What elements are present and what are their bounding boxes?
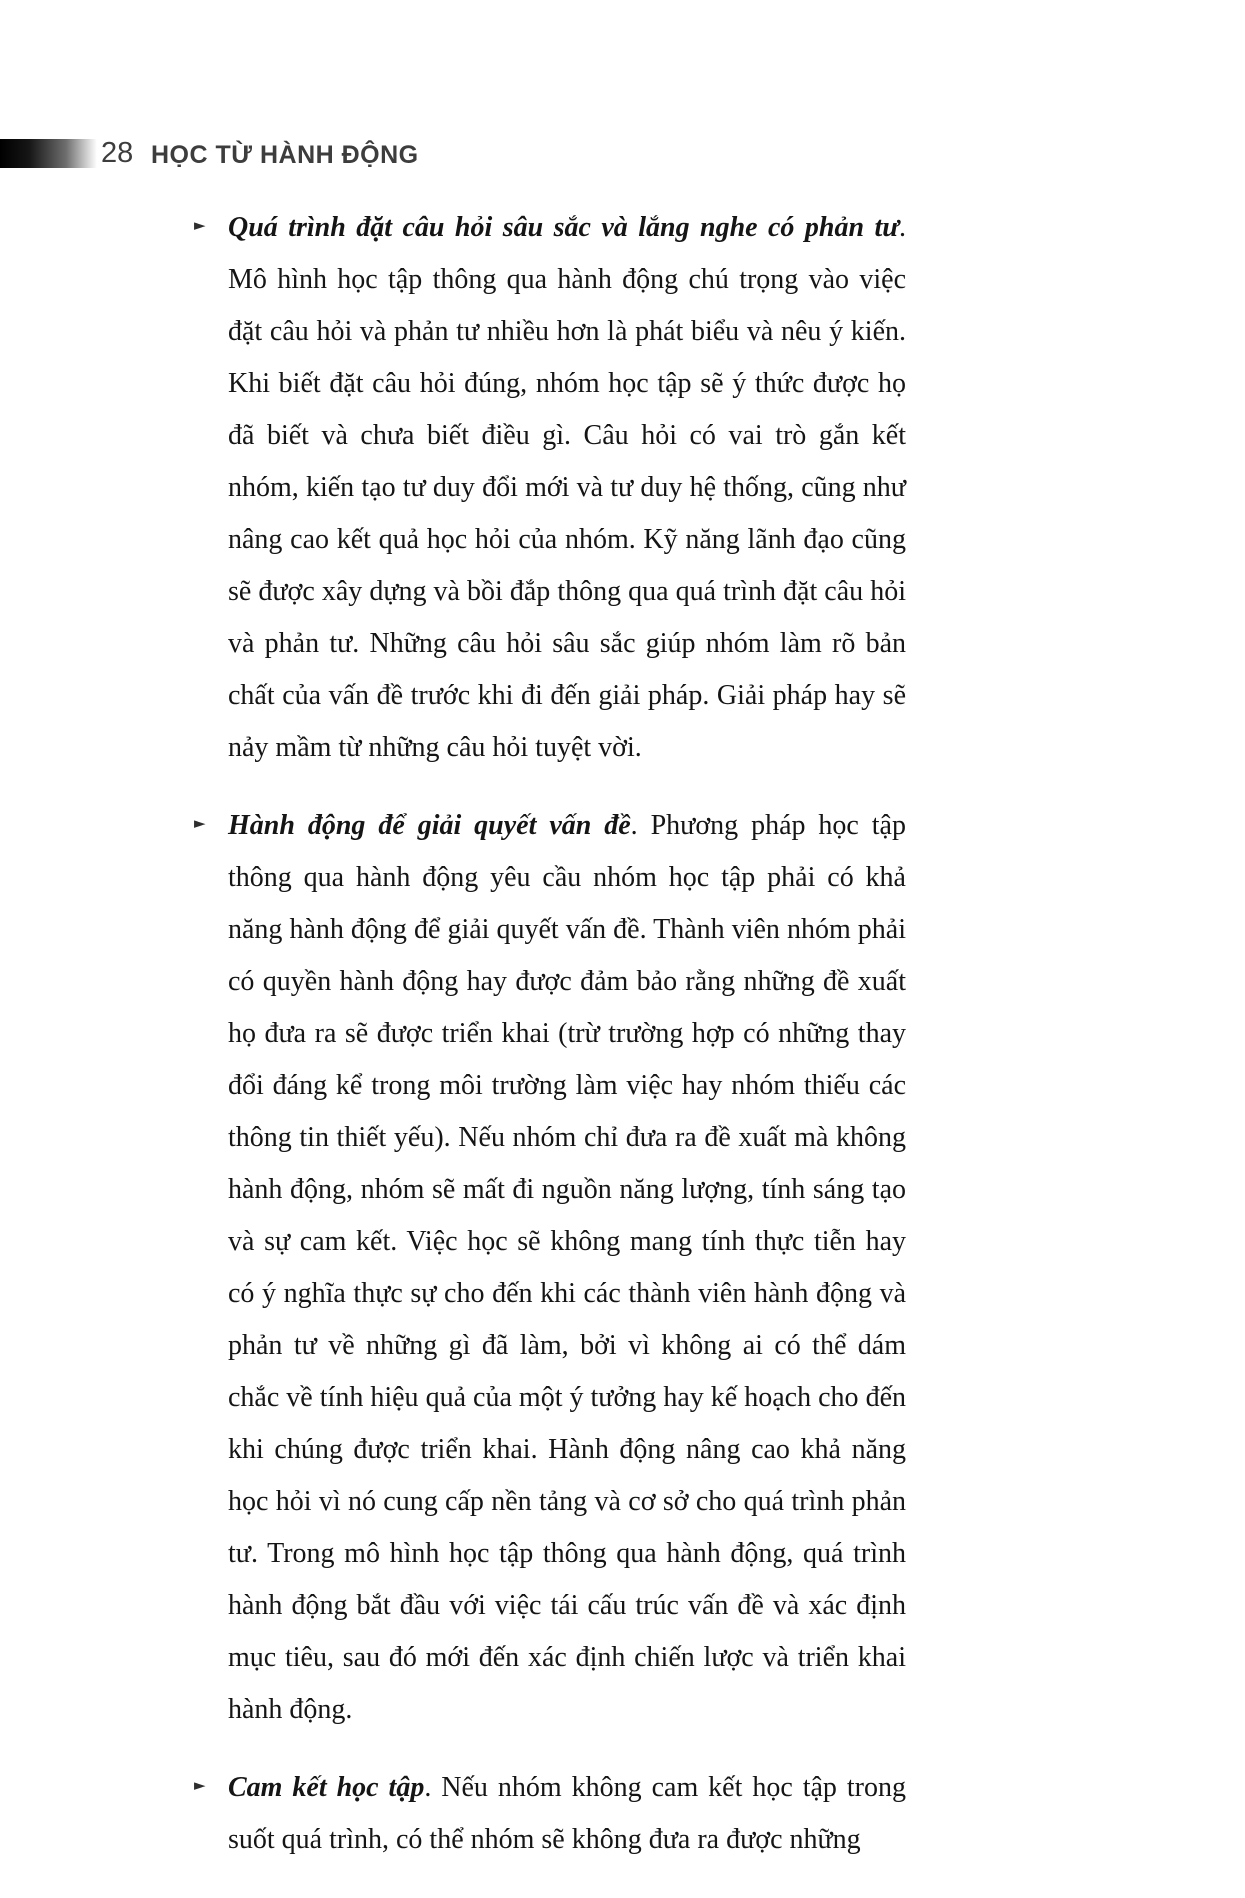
bullet-body: . Phương pháp học tập thông qua hành động yêu cầu nhóm học tập phải có khả năng hành động để giải quyết vấn đề. Thành viên nhóm phải có quyền hành động hay được đảm bảo rằng những đề xuất họ đưa ra sẽ được triển khai (trừ trường hợp có những thay đổi đáng kể trong môi trường làm việc hay nhóm thiếu các thông tin thiết yếu). Nếu nhóm chỉ đưa ra đề xuất mà không hành động, nhóm sẽ mất đi nguồn năng lượng, tính sáng tạo và sự cam kết. Việc học sẽ không mang tính thực tiễn hay có ý nghĩa thực sự cho đến khi các thành viên hành động và phản tư về những gì đã làm, bởi vì không ai có thể dám chắc về tính hiệu quả của một ý tưởng hay kế hoạch cho đến khi chúng được triển khai. Hành động nâng cao khả năng học hỏi vì nó cung cấp nền tảng và cơ sở cho quá trình phản tư. Trong mô hình học tập thông qua hành động, quá trình hành động bắt đầu với việc tái cấu trúc vấn đề và xác định mục tiêu, sau đó mới đến xác định chiến lược và triển khai hành động. bbox=[228, 810, 906, 1725]
bullet-lead: Cam kết học tập bbox=[228, 1772, 425, 1803]
header-gradient-bar bbox=[0, 139, 97, 168]
bullet-triangle-icon: ► bbox=[194, 1776, 206, 1794]
bullet-body: . Nếu nhóm không cam kết học tập trong suốt quá trình, có thể nhóm sẽ không đưa ra được những bbox=[228, 1772, 906, 1855]
bullet-body: . Mô hình học tập thông qua hành động chú trọng vào việc đặt câu hỏi và phản tư nhiều hơn là phát biểu và nêu ý kiến. Khi biết đặt câu hỏi đúng, nhóm học tập sẽ ý thức được họ đã biết và chưa biết điều gì. Câu hỏi có vai trò gắn kết nhóm, kiến tạo tư duy đổi mới và tư duy hệ thống, cũng như nâng cao kết quả học hỏi của nhóm. Kỹ năng lãnh đạo cũng sẽ được xây dựng và bồi đắp thông qua quá trình đặt câu hỏi và phản tư. Những câu hỏi sâu sắc giúp nhóm làm rõ bản chất của vấn đề trước khi đi đến giải pháp. Giải pháp hay sẽ nảy mầm từ những câu hỏi tuyệt vời. bbox=[228, 212, 906, 763]
running-title: HỌC TỪ HÀNH ĐỘNG bbox=[151, 141, 419, 169]
bullet-lead: Quá trình đặt câu hỏi sâu sắc và lắng nghe có phản tư bbox=[228, 212, 899, 243]
bullet-lead: Hành động để giải quyết vấn đề bbox=[228, 810, 631, 841]
bullet-item-action bbox=[194, 800, 906, 1736]
bullet-triangle-icon: ► bbox=[194, 216, 206, 234]
bullet-item-questioning bbox=[194, 202, 906, 774]
page-content bbox=[194, 202, 906, 1866]
bullet-item-commitment bbox=[194, 1762, 906, 1866]
page-number: 28 bbox=[101, 137, 134, 169]
bullet-triangle-icon: ► bbox=[194, 814, 206, 832]
